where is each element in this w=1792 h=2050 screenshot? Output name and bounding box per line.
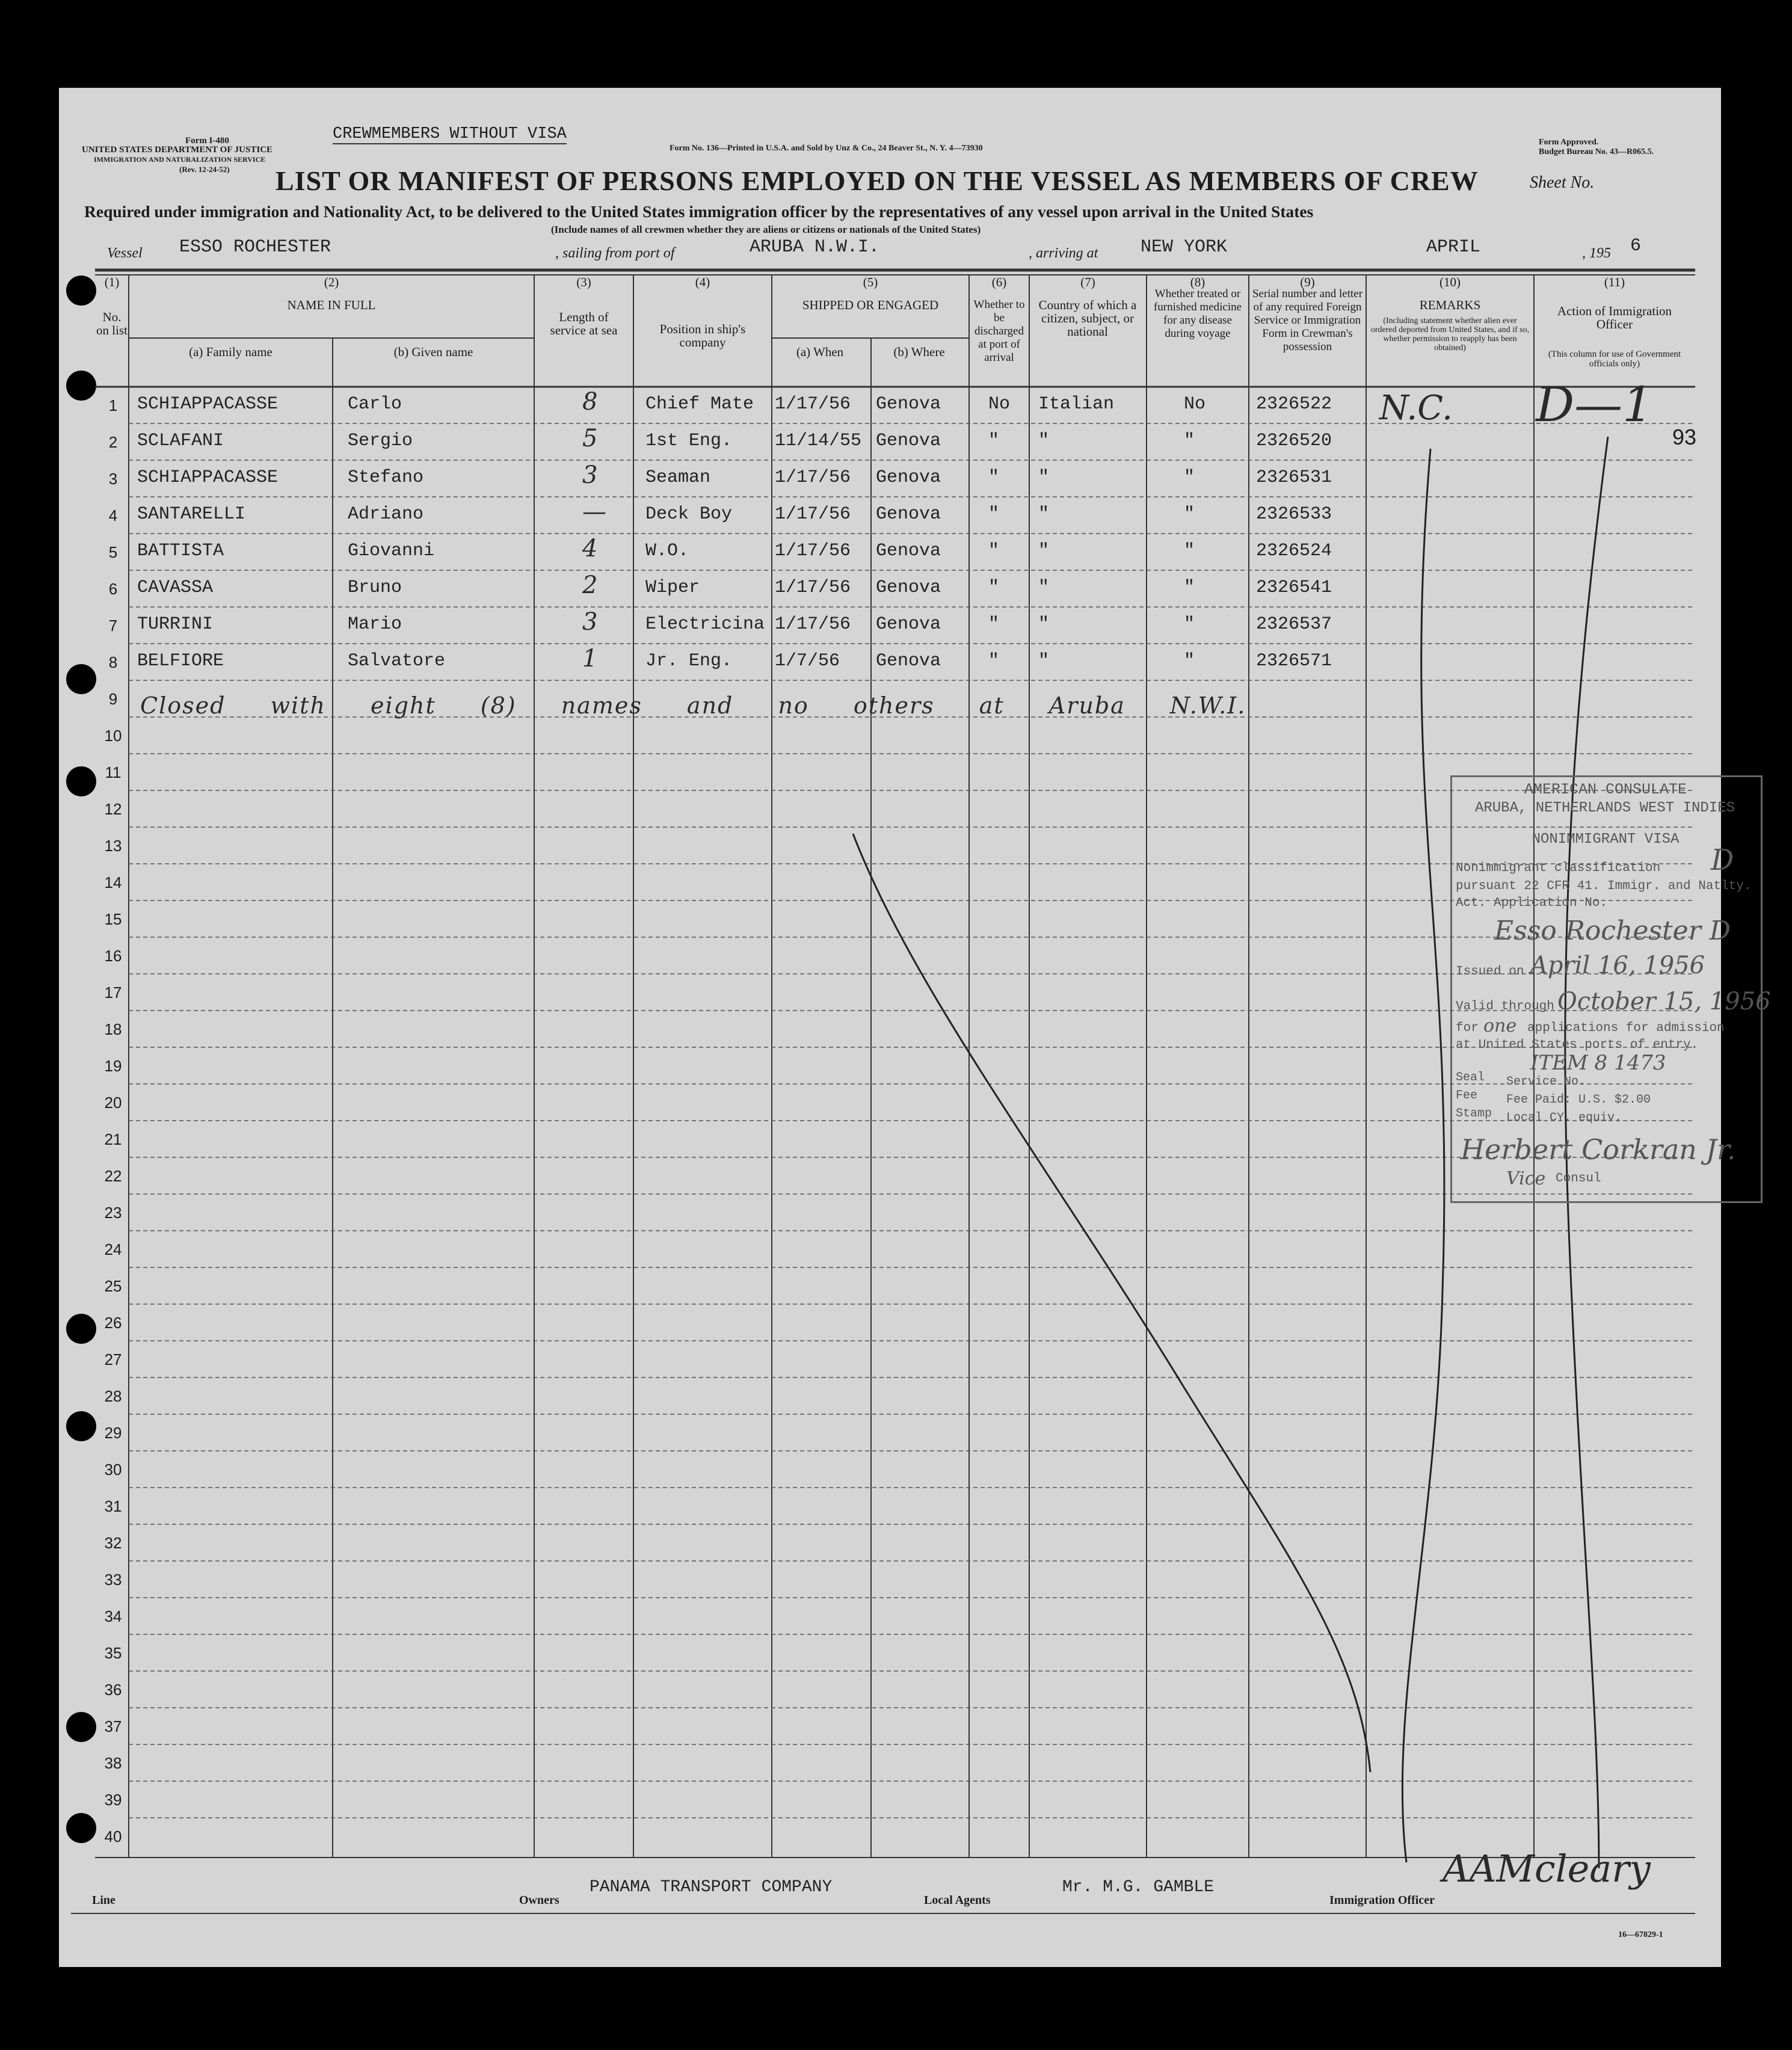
stamp-valid-label: Valid through	[1456, 1000, 1554, 1014]
stamp-header: CREWMEMBERS WITHOUT VISA	[333, 125, 567, 143]
family-name: TURRINI	[137, 614, 214, 635]
stamp-line3: NONIMMIGRANT VISA	[1532, 831, 1680, 848]
position: Deck Boy	[645, 504, 733, 525]
sailing-port: ARUBA N.W.I.	[750, 237, 880, 257]
line-number: 37	[104, 1717, 122, 1735]
arriving-label: , arriving at	[1029, 245, 1098, 261]
country: "	[1038, 467, 1050, 488]
margin-number: 93	[1672, 425, 1697, 449]
col10-num: (10)	[1439, 275, 1461, 289]
vessel-label: Vessel	[107, 245, 143, 261]
footer-owners: PANAMA TRANSPORT COMPANY	[590, 1878, 833, 1897]
shipped-where: Genova	[876, 614, 941, 635]
footer-agents-label: Local Agents	[924, 1894, 991, 1907]
col5-num: (5)	[863, 275, 878, 289]
table-row	[59, 460, 1721, 497]
col4-num: (4)	[695, 275, 710, 289]
arrival-month: APRIL	[1426, 237, 1481, 257]
stamp-fee: Fee	[1456, 1089, 1478, 1103]
medicine: "	[1184, 577, 1195, 598]
line-number: 5	[108, 543, 118, 561]
table-row	[59, 570, 1721, 607]
family-name: SCHIAPPACASSE	[137, 467, 279, 488]
stamp-seal: Seal	[1456, 1071, 1485, 1085]
footer-owners-label: Owners	[519, 1894, 559, 1907]
stamp-signature: Herbert Corkran Jr.	[1461, 1133, 1736, 1166]
col9-num: (9)	[1300, 275, 1315, 289]
page-title: LIST OR MANIFEST OF PERSONS EMPLOYED ON THE VESSEL AS MEMBERS OF CREW	[276, 165, 1479, 196]
family-name: BELFIORE	[137, 651, 224, 671]
shipped-when: 1/17/56	[775, 504, 851, 525]
stamp-title-prefix: Vice	[1506, 1168, 1546, 1189]
col10-note: (Including statement whether alien ever ordered deported from United States, and if so, whether permission to reapply has been obtained)	[1370, 316, 1530, 352]
line-number: 36	[104, 1681, 122, 1699]
arriving-port: NEW YORK	[1141, 237, 1228, 257]
shipped-where: Genova	[876, 394, 941, 414]
vessel-name: ESSO ROCHESTER	[179, 237, 331, 257]
table-row	[59, 497, 1721, 534]
line-number: 27	[104, 1350, 122, 1368]
line-number: 33	[104, 1571, 122, 1589]
stamp-classification-value: D	[1711, 843, 1734, 877]
position: Wiper	[645, 577, 700, 598]
col7-header: Country of which a citizen, subject, or national	[1038, 298, 1137, 339]
col3-header: Length of service at sea	[550, 310, 618, 337]
discharge: "	[988, 577, 1000, 598]
serial-number: 2326531	[1256, 467, 1332, 488]
serial-number: 2326520	[1256, 431, 1332, 451]
country: Italian	[1038, 394, 1115, 414]
discharge: "	[988, 467, 1000, 488]
year-suffix: 6	[1630, 236, 1642, 256]
line-number: 29	[104, 1424, 122, 1442]
stamp-applications-label: for	[1456, 1021, 1479, 1035]
line-number: 21	[104, 1130, 122, 1148]
stamp-issued-value: April 16, 1956	[1530, 952, 1705, 979]
col1-header: No. on list	[96, 310, 128, 337]
footer-officer-label: Immigration Officer	[1329, 1894, 1435, 1907]
line-number: 11	[105, 763, 122, 781]
given-name: Mario	[348, 614, 402, 635]
col7-num: (7)	[1080, 275, 1095, 289]
line-number: 14	[104, 873, 122, 891]
table-row	[59, 644, 1721, 680]
col4-header: Position in ship's company	[659, 322, 746, 349]
given-name: Sergio	[348, 431, 413, 451]
col11-note: (This column for use of Government officials only)	[1548, 349, 1681, 369]
col6-header: Whether to be discharged at port of arrival	[973, 298, 1025, 364]
medicine: "	[1184, 467, 1195, 488]
position: Seaman	[645, 467, 711, 488]
serial-number: 2326541	[1256, 577, 1332, 598]
serial-number: 2326571	[1256, 651, 1332, 671]
stamp-applications-value: one	[1483, 1015, 1517, 1036]
line-number: 22	[104, 1167, 122, 1185]
medicine: "	[1184, 651, 1195, 671]
year-prefix: , 195	[1582, 245, 1611, 261]
stamp-law: pursuant 22 CFR 41. Immigr. and Natlty.	[1456, 879, 1752, 893]
manifest-sheet	[59, 88, 1771, 1967]
subtitle: Required under immigration and Nationality Act, to be delivered to the United States immigration officer by the representatives of any vessel upon arrival in the United States	[84, 202, 1314, 221]
family-name: CAVASSA	[137, 577, 214, 598]
form-approved: Form Approved.	[1539, 138, 1599, 147]
line-number: 30	[104, 1461, 122, 1479]
length-of-service: 1	[582, 645, 598, 673]
line-number: 28	[104, 1387, 122, 1405]
col11-num: (11)	[1604, 275, 1625, 289]
sailing-label: , sailing from port of	[555, 245, 675, 261]
length-of-service: 2	[582, 571, 598, 599]
medicine: No	[1184, 394, 1206, 414]
serial-number: 2326524	[1256, 541, 1332, 561]
col3-num: (3)	[576, 275, 591, 289]
position: Electricina	[645, 614, 765, 635]
given-name: Adriano	[348, 504, 424, 525]
line-number: 2	[108, 433, 118, 451]
discharge: "	[988, 504, 1000, 525]
line-number: 20	[104, 1094, 122, 1112]
stamp-line1: AMERICAN CONSULATE	[1524, 781, 1687, 798]
given-name: Salvatore	[348, 651, 446, 671]
line-number: 10	[104, 727, 122, 745]
position: Jr. Eng.	[645, 651, 733, 671]
col5-header: SHIPPED OR ENGAGED	[802, 298, 939, 312]
family-name: SANTARELLI	[137, 504, 246, 525]
line-number: 34	[104, 1607, 122, 1625]
discharge: "	[988, 614, 1000, 635]
shipped-when: 1/17/56	[775, 541, 851, 561]
col8-num: (8)	[1190, 275, 1205, 289]
stamp-vessel: Esso Rochester D	[1494, 916, 1731, 946]
form-number: Form I-480	[185, 136, 229, 146]
line-number: 24	[104, 1240, 122, 1258]
budget-bureau: Budget Bureau No. 43—R065.5.	[1539, 147, 1654, 156]
length-of-service: —	[582, 498, 606, 526]
footer-agents: Mr. M.G. GAMBLE	[1062, 1878, 1215, 1897]
footer-line-label: Line	[92, 1894, 115, 1907]
stamp-applications-text: applications for admission	[1527, 1021, 1725, 1035]
table-row	[59, 423, 1721, 460]
line-number: 39	[104, 1791, 122, 1809]
col5a-header: (a) When	[796, 345, 844, 359]
stamp-stamp: Stamp	[1456, 1107, 1492, 1121]
col9-header: Serial number and letter of any required Foreign Service or Immigration Form in Crewman's possession	[1252, 288, 1363, 353]
length-of-service: 3	[582, 608, 598, 636]
position: W.O.	[645, 541, 689, 561]
position: 1st Eng.	[645, 431, 733, 451]
line-number: 9	[108, 690, 118, 708]
country: "	[1038, 614, 1050, 635]
line-number: 31	[104, 1497, 122, 1515]
shipped-where: Genova	[876, 651, 941, 671]
given-name: Stefano	[348, 467, 424, 488]
line-number: 1	[108, 396, 118, 414]
service: IMMIGRATION AND NATURALIZATION SERVICE	[94, 155, 266, 164]
stamp-service-no: Service No.	[1506, 1075, 1586, 1089]
stamp-title: Consul	[1556, 1172, 1601, 1186]
discharge: "	[988, 541, 1000, 561]
stamp-ports: at United States ports of entry.	[1456, 1038, 1699, 1052]
line-number: 35	[104, 1644, 122, 1662]
length-of-service: 8	[582, 388, 598, 416]
printer-note: Form No. 136—Printed in U.S.A. and Sold by Unz & Co., 24 Beaver St., N. Y. 4—73930	[670, 144, 983, 153]
revision: (Rev. 12-24-52)	[179, 165, 230, 174]
col2a-header: (a) Family name	[189, 345, 272, 359]
shipped-when: 1/7/56	[775, 651, 840, 671]
medicine: "	[1184, 614, 1195, 635]
col2b-header: (b) Given name	[393, 345, 473, 359]
country: "	[1038, 431, 1050, 451]
action-mark: D—1	[1536, 377, 1654, 432]
table-row	[59, 607, 1721, 644]
line-number: 16	[104, 947, 122, 965]
col10-header: REMARKS	[1419, 298, 1481, 312]
stamp-issued-label: Issued on	[1456, 965, 1524, 979]
shipped-where: Genova	[876, 431, 941, 451]
discharge: "	[988, 651, 1000, 671]
length-of-service: 4	[582, 535, 598, 562]
shipped-when: 1/17/56	[775, 614, 851, 635]
consulate-stamp	[1450, 775, 1771, 1203]
shipped-where: Genova	[876, 467, 941, 488]
given-name: Carlo	[348, 394, 402, 414]
sheet-label: Sheet No.	[1530, 173, 1595, 192]
line-number: 26	[104, 1314, 122, 1332]
line-number: 7	[108, 617, 118, 635]
line-number: 17	[104, 983, 122, 1002]
country: "	[1038, 577, 1050, 598]
length-of-service: 5	[582, 425, 598, 452]
country: "	[1038, 504, 1050, 525]
remarks-mark: N.C.	[1379, 389, 1453, 428]
stamp-item: ITEM 8 1473	[1530, 1051, 1666, 1075]
medicine: "	[1184, 541, 1195, 561]
serial-number: 2326537	[1256, 614, 1332, 635]
line-number: 38	[104, 1754, 122, 1772]
col1-num: (1)	[104, 275, 120, 289]
line-number: 23	[104, 1204, 122, 1222]
line-number: 25	[104, 1277, 122, 1295]
line-number: 8	[108, 653, 118, 671]
line-number: 18	[104, 1020, 122, 1038]
position: Chief Mate	[645, 394, 754, 414]
shipped-when: 1/17/56	[775, 577, 851, 598]
family-name: SCHIAPPACASSE	[137, 394, 279, 414]
stamp-classification-label: Nonimmigrant classification	[1456, 861, 1661, 875]
col6-num: (6)	[991, 275, 1007, 289]
col8-header: Whether treated or furnished medicine for any disease during voyage	[1153, 288, 1242, 340]
family-name: BATTISTA	[137, 541, 224, 561]
department: UNITED STATES DEPARTMENT OF JUSTICE	[82, 145, 273, 155]
line-number: 15	[104, 910, 122, 928]
length-of-service: 3	[582, 461, 598, 489]
closing-note: Closed with eight (8) names and no others at Aruba N.W.I.	[140, 692, 1246, 719]
col2-num: (2)	[324, 275, 339, 289]
discharge: "	[988, 431, 1000, 451]
col2-header: NAME IN FULL	[287, 298, 376, 312]
line-number: 3	[108, 470, 118, 488]
line-number: 6	[108, 580, 118, 598]
col11-header: Action of Immigration Officer	[1557, 304, 1672, 331]
given-name: Bruno	[348, 577, 402, 598]
stamp-local: Local CY. equiv.	[1506, 1111, 1622, 1125]
stamp-line2: ARUBA, NETHERLANDS WEST INDIES	[1474, 800, 1735, 816]
stamp-valid-value: October 15, 1956	[1557, 988, 1771, 1015]
country: "	[1038, 651, 1050, 671]
stamp-application: Act. Application No.	[1456, 896, 1608, 910]
line-number: 4	[108, 506, 118, 525]
subtitle-note: (Include names of all crewmen whether they are aliens or citizens or nationals of the United States)	[551, 224, 981, 235]
serial-number: 2326533	[1256, 504, 1332, 525]
table-row	[59, 534, 1721, 570]
shipped-where: Genova	[876, 541, 941, 561]
line-number: 12	[104, 800, 122, 818]
table-row	[59, 387, 1721, 423]
line-number: 13	[104, 837, 122, 855]
country: "	[1038, 541, 1050, 561]
medicine: "	[1184, 431, 1195, 451]
shipped-when: 1/17/56	[775, 467, 851, 488]
shipped-where: Genova	[876, 504, 941, 525]
given-name: Giovanni	[348, 541, 435, 561]
shipped-when: 1/17/56	[775, 394, 851, 414]
officer-signature: AAMcleary	[1443, 1847, 1651, 1891]
stamp-fee-paid: Fee Paid: U.S. $2.00	[1506, 1093, 1651, 1107]
shipped-where: Genova	[876, 577, 941, 598]
line-number: 32	[104, 1534, 122, 1552]
family-name: SCLAFANI	[137, 431, 224, 451]
line-number: 40	[104, 1827, 122, 1845]
col5b-header: (b) Where	[893, 345, 945, 359]
serial-number: 2326522	[1256, 394, 1332, 414]
medicine: "	[1184, 504, 1195, 525]
form-code: 16—67829-1	[1618, 1930, 1663, 1939]
shipped-when: 11/14/55	[775, 431, 862, 451]
discharge: No	[988, 394, 1011, 414]
line-number: 19	[104, 1057, 122, 1075]
